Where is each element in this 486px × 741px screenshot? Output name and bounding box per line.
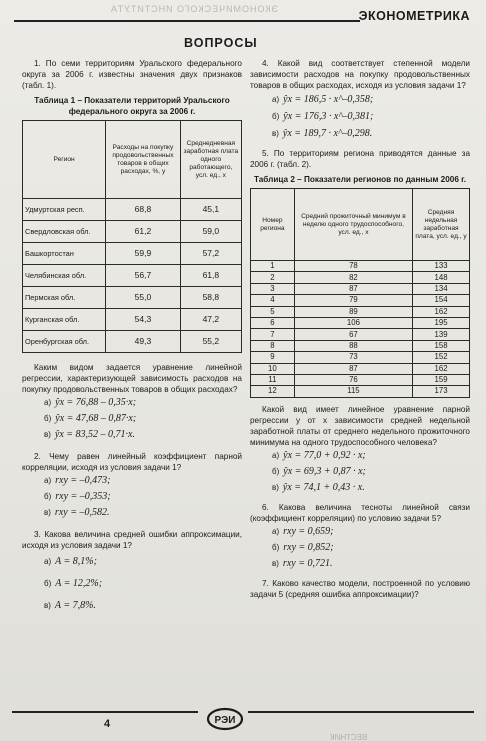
table-cell: 59,9 bbox=[106, 243, 180, 265]
answer-option[interactable] bbox=[272, 91, 470, 108]
table-cell: 3 bbox=[251, 283, 295, 294]
option-letter: а) bbox=[272, 450, 280, 460]
table-cell: 148 bbox=[413, 272, 470, 283]
footer-rule bbox=[12, 711, 198, 713]
option-formula: ŷx = 189,7 · x^–0,298. bbox=[282, 128, 373, 139]
table-cell: Пермская обл. bbox=[23, 287, 106, 309]
table-cell: 76 bbox=[294, 374, 412, 385]
answer-option[interactable] bbox=[272, 524, 470, 540]
table-cell: Башкортостан bbox=[23, 243, 106, 265]
table-row bbox=[251, 386, 470, 397]
table-row bbox=[23, 221, 242, 243]
table-cell: Курганская обл. bbox=[23, 309, 106, 331]
table-1-header: Среднедневная заработная плата одного работающего, усл. ед., x bbox=[180, 121, 241, 199]
table-cell: 87 bbox=[294, 283, 412, 294]
table-cell: 54,3 bbox=[106, 309, 180, 331]
table-cell: 9 bbox=[251, 352, 295, 363]
table-row bbox=[251, 363, 470, 374]
table-cell: 133 bbox=[413, 261, 470, 272]
option-formula: A = 8,1%; bbox=[55, 556, 97, 567]
table-cell: 56,7 bbox=[106, 265, 180, 287]
answer-option[interactable] bbox=[44, 473, 242, 489]
table-cell: 162 bbox=[413, 363, 470, 374]
option-formula: A = 12,2%; bbox=[55, 578, 103, 589]
table-cell: 158 bbox=[413, 340, 470, 351]
answer-option[interactable] bbox=[272, 480, 470, 496]
option-letter: а) bbox=[44, 557, 52, 566]
table-2-header: Номер региона bbox=[251, 189, 295, 261]
option-letter: в) bbox=[44, 508, 51, 517]
table-row bbox=[251, 272, 470, 283]
answer-option[interactable] bbox=[272, 125, 470, 142]
left-column bbox=[22, 58, 242, 617]
table-cell: 61,8 bbox=[180, 265, 241, 287]
table-cell: 59,0 bbox=[180, 221, 241, 243]
option-letter: а) bbox=[44, 476, 52, 485]
answer-option[interactable] bbox=[272, 448, 470, 464]
answer-option[interactable] bbox=[272, 540, 470, 556]
table-cell: 89 bbox=[294, 306, 412, 317]
option-formula: A = 7,8%. bbox=[54, 600, 96, 611]
table-2-header: Средняя недельная заработная плата, усл. ед., y bbox=[413, 189, 470, 261]
option-formula: ŷx = 76,88 – 0,35·x; bbox=[55, 397, 137, 408]
option-letter: в) bbox=[272, 129, 279, 138]
table-cell: 78 bbox=[294, 261, 412, 272]
answer-option[interactable] bbox=[44, 573, 242, 595]
table-row bbox=[251, 329, 470, 340]
option-formula: ŷx = 47,68 – 0,87·x; bbox=[55, 413, 137, 424]
table-cell: 195 bbox=[413, 317, 470, 328]
table-cell: 12 bbox=[251, 386, 295, 397]
table-cell: 152 bbox=[413, 352, 470, 363]
table-cell: 154 bbox=[413, 295, 470, 306]
table-cell: 82 bbox=[294, 272, 412, 283]
table-1 bbox=[22, 120, 242, 353]
bleed-through-text: ВЕСТНИК bbox=[330, 733, 368, 741]
table-cell: 67 bbox=[294, 329, 412, 340]
section-title: ЭКОНОМЕТРИКА bbox=[358, 9, 470, 23]
table-cell: 55,0 bbox=[106, 287, 180, 309]
table-cell: 1 bbox=[251, 261, 295, 272]
option-formula: ŷx = 83,52 – 0,71·x. bbox=[54, 429, 135, 440]
option-letter: а) bbox=[272, 95, 280, 104]
table-cell: 55,2 bbox=[180, 331, 241, 353]
right-column bbox=[250, 58, 470, 600]
answer-option[interactable] bbox=[272, 556, 470, 572]
option-letter: в) bbox=[44, 430, 51, 439]
answer-option[interactable] bbox=[44, 427, 242, 443]
table-1-header: Расходы на покупку продовольственных товаров в общих расходах, %, y bbox=[106, 121, 180, 199]
table-cell: 57,2 bbox=[180, 243, 241, 265]
footer-rule bbox=[248, 711, 474, 713]
table-1-caption: Таблица 1 – Показатели территорий Уральского федерального округа за 2006 г. bbox=[34, 96, 230, 116]
table-row bbox=[23, 243, 242, 265]
option-letter: б) bbox=[44, 414, 52, 423]
question-5-prompt: Какой вид имеет линейное уравнение парной регрессии y от x зависимости средней недельной заработной платы от среднего недельного прожиточного минимума на одного трудоспособного человека? bbox=[250, 404, 470, 447]
option-letter: в) bbox=[272, 558, 279, 568]
answer-option[interactable] bbox=[272, 108, 470, 125]
table-cell: 61,2 bbox=[106, 221, 180, 243]
table-2 bbox=[250, 188, 470, 398]
table-cell: 11 bbox=[251, 374, 295, 385]
table-row bbox=[23, 265, 242, 287]
option-letter: а) bbox=[44, 398, 52, 407]
table-cell: 87 bbox=[294, 363, 412, 374]
option-letter: б) bbox=[272, 112, 280, 121]
table-cell: 49,3 bbox=[106, 331, 180, 353]
option-formula: rxy = 0,721. bbox=[282, 557, 333, 569]
table-cell: 10 bbox=[251, 363, 295, 374]
option-formula: rxy = –0,353; bbox=[55, 491, 111, 502]
bleed-through-text: ЭКОНОМИЧЕСКОГО ИНСТИТУТА bbox=[110, 4, 279, 14]
table-row bbox=[23, 199, 242, 221]
table-2-header: Средний прожиточный минимум в неделю одного трудоспособного, усл. ед., x bbox=[294, 189, 412, 261]
answer-option[interactable] bbox=[272, 464, 470, 480]
table-row bbox=[251, 374, 470, 385]
option-formula: ŷx = 186,5 · x^–0,358; bbox=[283, 94, 374, 105]
svg-text:РЭИ: РЭИ bbox=[214, 715, 236, 726]
question-3: 3. Какова величина средней ошибки аппроксимации, исходя из условия задачи 1? bbox=[22, 530, 242, 550]
table-cell: Оренбургская обл. bbox=[23, 331, 106, 353]
table-cell: 173 bbox=[413, 386, 470, 397]
option-formula: rxy = 0,659; bbox=[283, 525, 334, 537]
option-formula: rxy = –0,582. bbox=[54, 507, 110, 518]
table-row bbox=[23, 309, 242, 331]
table-row bbox=[23, 331, 242, 353]
table-cell: 79 bbox=[294, 295, 412, 306]
table-row bbox=[251, 261, 470, 272]
table-cell: 68,8 bbox=[106, 199, 180, 221]
table-cell: 115 bbox=[294, 386, 412, 397]
option-formula: ŷx = 69,3 + 0,87 · x; bbox=[283, 465, 366, 477]
table-row bbox=[251, 340, 470, 351]
option-formula: ŷx = 77,0 + 0,92 · x; bbox=[283, 449, 366, 461]
table-cell: 8 bbox=[251, 340, 295, 351]
table-cell: 162 bbox=[413, 306, 470, 317]
table-cell: 4 bbox=[251, 295, 295, 306]
option-formula: rxy = –0,473; bbox=[55, 475, 111, 486]
option-letter: б) bbox=[44, 492, 52, 501]
question-1: 1. По семи территориям Уральского федерального округа за 2006 г. известны значения двух признаков (табл. 1). bbox=[22, 59, 242, 90]
table-cell: 106 bbox=[294, 317, 412, 328]
table-row bbox=[23, 287, 242, 309]
page-number: 4 bbox=[104, 718, 111, 730]
table-row bbox=[251, 352, 470, 363]
table-cell: 2 bbox=[251, 272, 295, 283]
table-cell: 5 bbox=[251, 306, 295, 317]
table-cell: 47,2 bbox=[180, 309, 241, 331]
table-2-caption: Таблица 2 – Показатели регионов по данным 2006 г. bbox=[253, 175, 467, 184]
table-cell: 45,1 bbox=[180, 199, 241, 221]
page-title: ВОПРОСЫ bbox=[184, 36, 258, 50]
table-cell: Челябинская обл. bbox=[23, 265, 106, 287]
table-row bbox=[251, 295, 470, 306]
question-4: 4. Какой вид соответствует степенной модели зависимости расходов на покупку продовольственных товаров в общих расходах, исходя из условия задачи 1? bbox=[250, 59, 470, 90]
question-7: 7. Каково качество модели, построенной по условию задачи 5 (средняя ошибка аппроксимации)? bbox=[250, 578, 470, 599]
table-cell: 134 bbox=[413, 283, 470, 294]
answer-option[interactable] bbox=[44, 595, 242, 617]
header-rule bbox=[14, 20, 360, 22]
table-cell: 73 bbox=[294, 352, 412, 363]
option-formula: ŷx = 74,1 + 0,43 · x. bbox=[282, 481, 365, 493]
question-1-prompt: Каким видом задается уравнение линейной регрессии, характеризующей зависимость расходов на покупку продовольственных товаров в общих расходах? bbox=[22, 363, 242, 394]
option-formula: ŷx = 176,3 · x^–0,381; bbox=[283, 111, 374, 122]
option-letter: б) bbox=[272, 542, 280, 552]
question-2: 2. Чему равен линейный коэффициент парной корреляции, исходя из условия задачи 1? bbox=[22, 452, 242, 472]
answer-option[interactable] bbox=[44, 395, 242, 411]
answer-option[interactable] bbox=[44, 551, 242, 573]
table-cell: 159 bbox=[413, 374, 470, 385]
publisher-logo-icon bbox=[206, 707, 244, 731]
question-6: 6. Какова величина тесноты линейной связи (коэффициент корреляции) по условию задачи 5? bbox=[250, 502, 470, 523]
table-row bbox=[251, 306, 470, 317]
table-1-header: Регион bbox=[23, 121, 106, 199]
question-5: 5. По территориям региона приводятся данные за 2006 г. (табл. 2). bbox=[250, 149, 470, 169]
option-letter: в) bbox=[44, 601, 51, 610]
option-letter: б) bbox=[44, 579, 52, 588]
option-formula: rxy = 0,852; bbox=[283, 541, 334, 553]
table-cell: Удмуртская респ. bbox=[23, 199, 106, 221]
table-row bbox=[251, 283, 470, 294]
option-letter: а) bbox=[272, 526, 280, 536]
answer-option[interactable] bbox=[44, 489, 242, 505]
table-cell: 88 bbox=[294, 340, 412, 351]
answer-option[interactable] bbox=[44, 505, 242, 521]
table-cell: 7 bbox=[251, 329, 295, 340]
option-letter: б) bbox=[272, 466, 280, 476]
table-row bbox=[251, 317, 470, 328]
option-letter: в) bbox=[272, 482, 279, 492]
table-cell: 6 bbox=[251, 317, 295, 328]
table-cell: Свердловская обл. bbox=[23, 221, 106, 243]
table-cell: 139 bbox=[413, 329, 470, 340]
table-cell: 58,8 bbox=[180, 287, 241, 309]
answer-option[interactable] bbox=[44, 411, 242, 427]
